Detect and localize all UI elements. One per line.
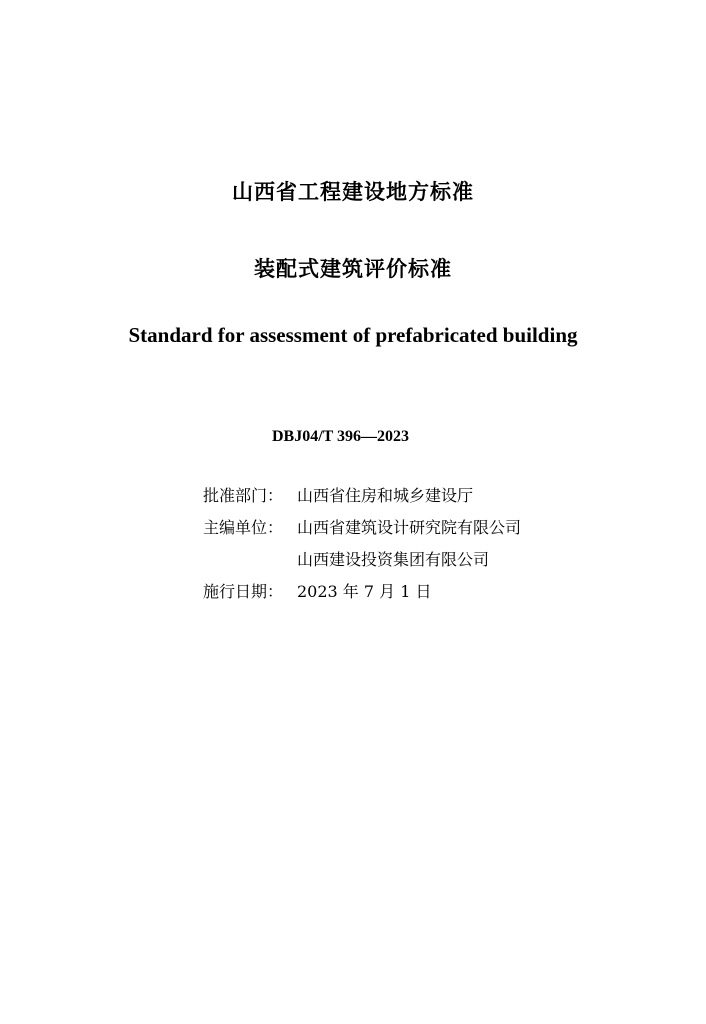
info-label: 主编单位： bbox=[203, 518, 284, 537]
info-value: 山西建设投资集团有限公司 bbox=[297, 550, 490, 569]
standard-name-cn: 装配式建筑评价标准 bbox=[254, 257, 452, 281]
info-value: 山西省建筑设计研究院有限公司 bbox=[297, 518, 522, 537]
info-row-chief-editor-2 bbox=[203, 544, 521, 576]
standard-category-title: 山西省工程建设地方标准 bbox=[232, 180, 474, 204]
info-label bbox=[203, 544, 297, 576]
info-row-effective-date bbox=[203, 576, 521, 608]
info-value: 2023 年 7 月 1 日 bbox=[297, 582, 432, 601]
info-row-approval bbox=[203, 480, 521, 512]
info-label: 施行日期： bbox=[203, 582, 284, 601]
standard-code: DBJ04/T 396—2023 bbox=[272, 428, 410, 445]
info-value: 山西省住房和城乡建设厅 bbox=[297, 486, 474, 505]
info-row-chief-editor bbox=[203, 512, 521, 544]
standard-name-en: Standard for assessment of prefabricated building bbox=[128, 323, 578, 347]
info-block bbox=[203, 480, 521, 608]
info-label: 批准部门： bbox=[203, 486, 284, 505]
